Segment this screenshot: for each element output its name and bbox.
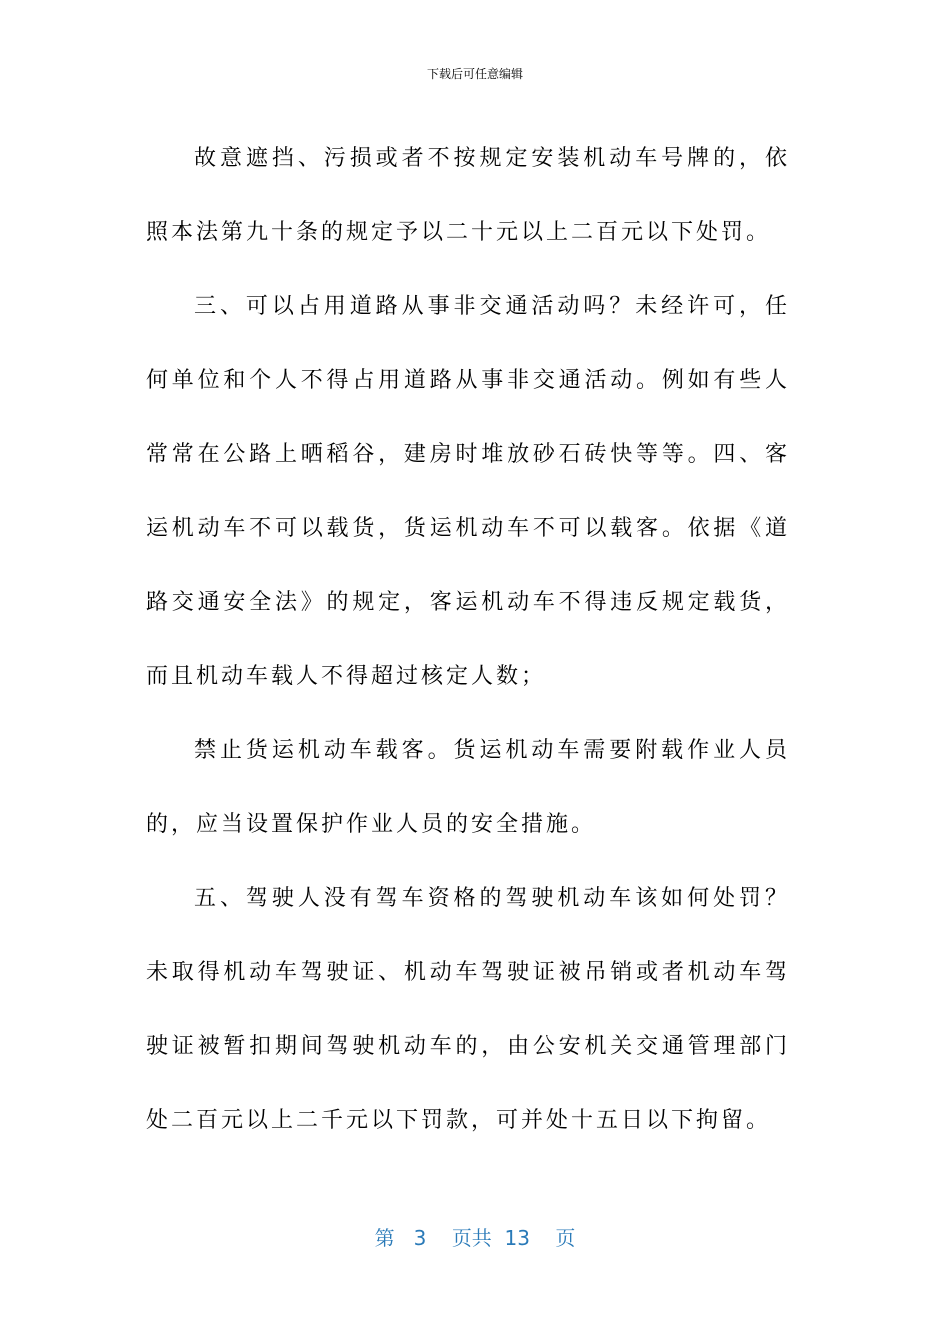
footer-suffix: 页	[555, 1226, 576, 1250]
header-note: 下载后可任意编辑	[426, 67, 523, 81]
paragraph-1: 故意遮挡、污损或者不按规定安装机动车号牌的，依照本法第九十条的规定予以二十元以上二百元以下处罚。	[146, 146, 790, 245]
footer-prefix: 第	[374, 1226, 395, 1250]
paragraph-2: 三、可以占用道路从事非交通活动吗？未经许可，任何单位和个人不得占用道路从事非交通活动。例如有些人常常在公路上晒稻谷，建房时堆放砂石砖快等等。四、客运机动车不可以载货，货运机动车不可以载客。依据《道路交通安全法》的规定，客运机动车不得违反规定载货，而且机动车载人不得超过核定人数；	[146, 294, 790, 689]
footer-total-pages: 13	[504, 1226, 530, 1250]
footer-middle: 页共	[451, 1226, 492, 1250]
page-footer	[0, 1225, 950, 1251]
paragraph-3: 禁止货运机动车载客。货运机动车需要附载作业人员的，应当设置保护作业人员的安全措施。	[146, 738, 790, 837]
document-body	[146, 122, 790, 1158]
footer-current-page: 3	[413, 1226, 427, 1250]
paragraph-4: 五、驾驶人没有驾车资格的驾驶机动车该如何处罚？未取得机动车驾驶证、机动车驾驶证被吊销或者机动车驾驶证被暂扣期间驾驶机动车的，由公安机关交通管理部门处二百元以上二千元以下罚款，可并处十五日以下拘留。	[146, 886, 790, 1133]
